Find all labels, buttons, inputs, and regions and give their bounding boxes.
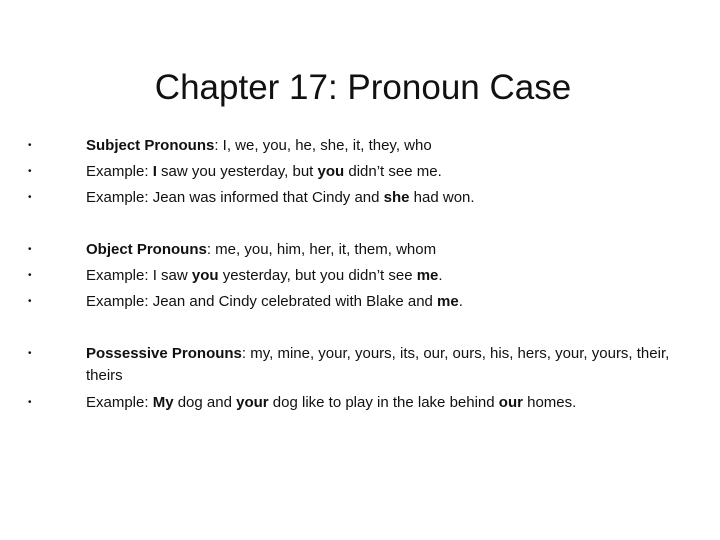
bullet-icon: •	[28, 348, 32, 359]
emphasis-text: your	[236, 394, 269, 411]
item-text: Example: Jean was informed that Cindy and	[86, 189, 384, 206]
bullet-icon: •	[28, 244, 32, 255]
emphasis-text: Possessive Pronouns	[86, 345, 242, 362]
bullet-icon: •	[28, 140, 32, 151]
emphasis-text: Subject Pronouns	[86, 137, 215, 154]
list-item	[86, 135, 706, 157]
item-text: .	[438, 267, 443, 284]
emphasis-text: our	[498, 394, 523, 411]
emphasis-text: me	[437, 293, 459, 310]
bullet-icon: •	[28, 166, 32, 177]
emphasis-text: Object Pronouns	[86, 241, 207, 258]
item-text: Example: I saw	[86, 267, 192, 284]
list-item	[86, 343, 706, 386]
item-text: : me, you, him, her, it, them, whom	[206, 241, 437, 258]
list-item	[86, 291, 706, 313]
item-text: Example:	[86, 163, 153, 180]
bullet-icon: •	[28, 270, 32, 281]
emphasis-text: My	[152, 394, 174, 411]
list-item	[86, 239, 706, 261]
item-text: Example:	[86, 394, 153, 411]
item-text: .	[458, 293, 463, 310]
list-item	[86, 265, 706, 287]
item-text: didn’t see me.	[344, 163, 442, 180]
bullet-icon: •	[28, 192, 32, 203]
list-item	[86, 392, 706, 414]
bullet-icon: •	[28, 296, 32, 307]
emphasis-text: me	[416, 267, 439, 284]
slide-title: Chapter 17: Pronoun Case	[154, 68, 572, 107]
bullet-icon: •	[28, 397, 32, 408]
item-text: had won.	[409, 189, 475, 206]
list-item	[86, 187, 706, 209]
item-text: dog like to play in the lake behind	[268, 394, 499, 411]
emphasis-text: you	[191, 267, 219, 284]
item-text: homes.	[522, 394, 577, 411]
item-text: dog and	[173, 394, 237, 411]
list-item	[86, 161, 706, 183]
item-text: Example: Jean and Cindy celebrated with Blake and	[86, 293, 438, 310]
item-text: : my, mine, your, yours, its, our, ours, his, hers, your, yours, their, theirs	[86, 345, 670, 384]
emphasis-text: you	[317, 163, 345, 180]
item-text: saw you yesterday, but	[156, 163, 318, 180]
item-text: : I, we, you, he, she, it, they, who	[214, 137, 432, 154]
emphasis-text: I	[152, 163, 157, 180]
emphasis-text: she	[383, 189, 410, 206]
item-text: yesterday, but you didn’t see	[218, 267, 417, 284]
